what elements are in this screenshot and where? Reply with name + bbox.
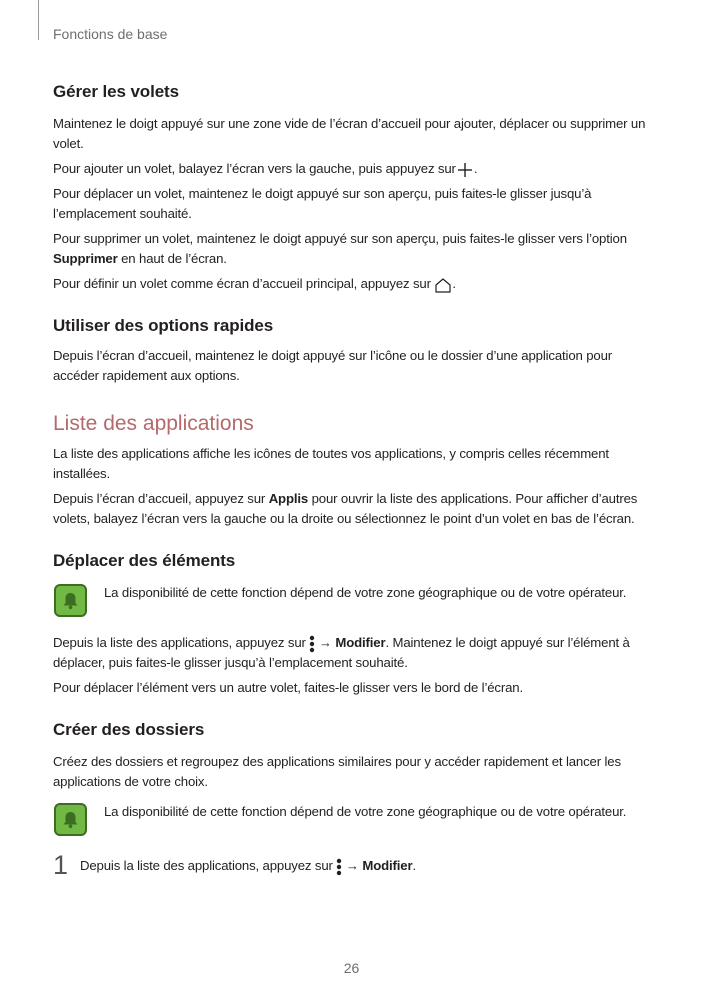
paragraph: Pour ajouter un volet, balayez l’écran vers la gauche, puis appuyez sur . [53,161,478,176]
home-icon [434,277,452,293]
section-title-move-items: Déplacer des éléments [53,551,236,570]
paragraph: La liste des applications affiche les icônes de toutes vos applications, y compris celles récemment installées. [53,446,609,481]
paragraph: Pour définir un volet comme écran d’accueil principal, appuyez sur . [53,276,456,291]
step-number: 1 [53,850,69,880]
step-text: Depuis la liste des applications, appuyez sur → Modifier. [80,856,651,876]
page-number: 26 [343,960,360,976]
paragraph: Pour supprimer un volet, maintenez le doigt appuyé sur son aperçu, puis faites-le glisser vers l’option Supprimer en haut de l’écran. [53,231,627,266]
paragraph: Pour déplacer un volet, maintenez le doigt appuyé sur son aperçu, puis faites-le glisser jusqu’à l’emplacement souhaité. [53,186,592,221]
header-rule [38,0,39,40]
step-1 [53,850,651,880]
paragraph: Pour déplacer l’élément vers un autre volet, faites-le glisser vers le bord de l’écran. [53,680,523,695]
paragraph: Maintenez le doigt appuyé sur une zone vide de l’écran d’accueil pour ajouter, déplacer ou supprimer un volet. [53,116,646,151]
section-title-create-folders: Créer des dossiers [53,720,205,739]
note-box [53,583,651,623]
note-box [53,802,651,842]
plus-icon [456,162,474,178]
chapter-title-apps-list: Liste des applications [53,412,254,435]
paragraph: Depuis la liste des applications, appuyez sur → Modifier. Maintenez le doigt appuyé sur l’élément à déplacer, puis faites-le glisser jusqu’à l’emplacement souhaité. [53,635,630,670]
notification-bell-icon [54,584,87,617]
note-text: La disponibilité de cette fonction dépend de votre zone géographique ou de votre opérateur. [104,804,627,819]
notification-bell-icon [54,803,87,836]
paragraph: Depuis l’écran d’accueil, maintenez le doigt appuyé sur l’icône ou le dossier d’une application pour accéder rapidement aux options. [53,348,613,383]
running-header: Fonctions de base [53,26,168,42]
page-content [53,82,651,881]
section-title-manage-panels: Gérer les volets [53,82,179,101]
paragraph: Créez des dossiers et regroupez des applications similaires pour y accéder rapidement et lancer les applications de votre choix. [53,754,621,789]
paragraph: Depuis l’écran d’accueil, appuyez sur Applis pour ouvrir la liste des applications. Pour afficher d’autres volets, balayez l’écran vers la gauche ou la droite ou sélectionnez le point d’un volet en bas de l’écran. [53,491,638,526]
section-title-quick-options: Utiliser des options rapides [53,316,274,335]
note-text: La disponibilité de cette fonction dépend de votre zone géographique ou de votre opérateur. [104,585,627,600]
